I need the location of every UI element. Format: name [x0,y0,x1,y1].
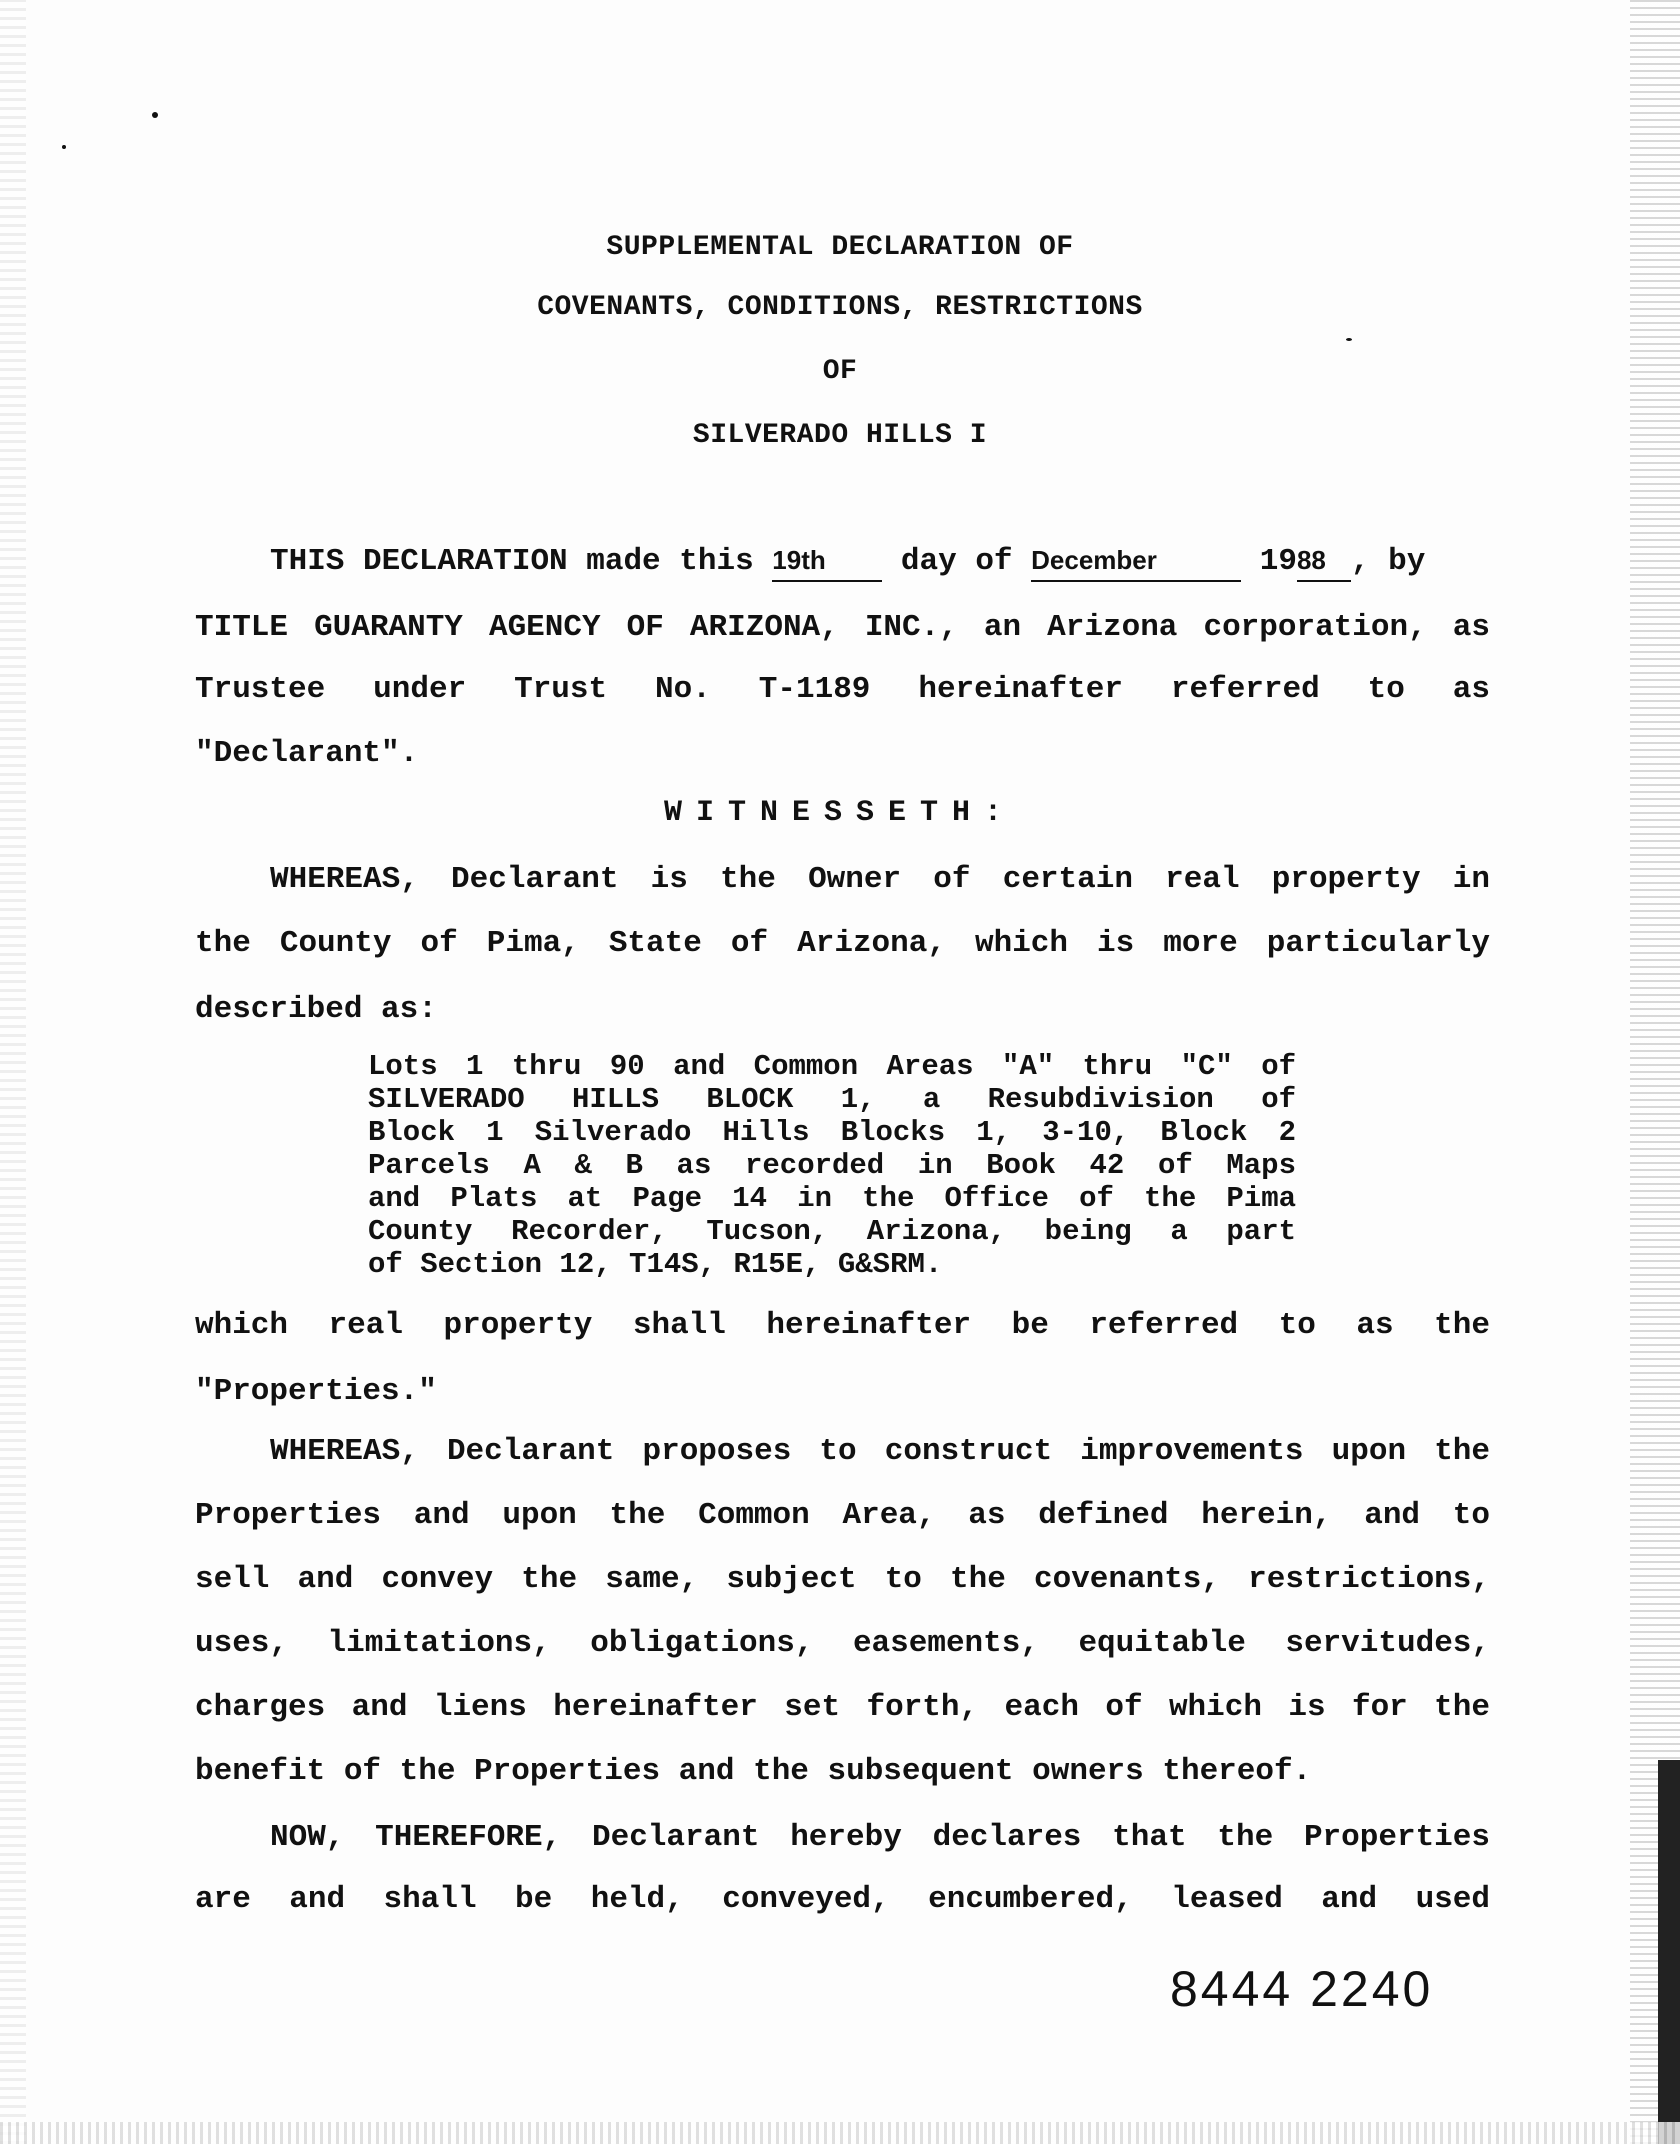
title-line-1: SUPPLEMENTAL DECLARATION OF [606,232,1074,263]
legal-description-line: County Recorder, Tucson, Arizona, being a part [368,1215,1296,1248]
whereas1-line-1: WHEREAS, Declarant is the Owner of certain real property in [270,862,1490,897]
legal-description-line: SILVERADO HILLS BLOCK 1, a Resubdivision of [368,1083,1296,1116]
legal-description [368,1050,1296,1281]
witnesseth-heading: WITNESSETH: [663,796,1017,830]
legal-description-line: and Plats at Page 14 in the Office of the Pima [368,1182,1296,1215]
title-line-3: OF [822,356,858,387]
now-therefore-line: are and shall be held, conveyed, encumbered, leased and used [195,1882,1490,1917]
legal-description-line: Block 1 Silverado Hills Blocks 1, 3-10, Block 2 [368,1116,1296,1149]
legal-description-line: Parcels A & B as recorded in Book 42 of Maps [368,1149,1296,1182]
whereas2-line: benefit of the Properties and the subsequent owners thereof. [195,1754,1312,1789]
intro-year-field: 88 [1297,540,1351,582]
legal-description-line: Lots 1 thru 90 and Common Areas "A" thru "C" of [368,1050,1296,1083]
whereas2-line: sell and convey the same, subject to the covenants, restrictions, [195,1562,1490,1597]
title-line-4: SILVERADO HILLS I [692,420,988,451]
now-therefore-line: NOW, THEREFORE, Declarant hereby declares that the Properties [270,1820,1490,1855]
whereas1-line-2: the County of Pima, State of Arizona, which is more particularly [195,926,1490,961]
intro-day-of: day of [900,544,1013,579]
whereas2-line: charges and liens hereinafter set forth, each of which is for the [195,1690,1490,1725]
whereas2-line: WHEREAS, Declarant proposes to construct improvements upon the [270,1434,1490,1469]
properties-clause-line-1: which real property shall hereinafter be referred to as the [195,1308,1490,1343]
intro-year-prefix: 19 [1259,544,1297,579]
intro-month-field: December [1031,540,1241,582]
scan-edge-bottom [0,2122,1680,2144]
scan-edge-right-shadow [1658,1760,1680,2144]
whereas1-line-3: described as: [195,992,437,1027]
intro-lead: THIS DECLARATION made this [270,544,754,579]
scan-speck [1346,338,1352,341]
intro-line-1 [270,540,1490,582]
legal-description-line: of Section 12, T14S, R15E, G&SRM. [368,1248,943,1281]
intro-day-field: 19th [772,540,882,582]
properties-clause-line-2: "Properties." [195,1374,437,1409]
intro-line-3: Trustee under Trust No. T-1189 hereinafter referred to as [195,672,1490,707]
scan-speck [62,145,66,149]
intro-by: , by [1350,544,1426,579]
whereas2-line: Properties and upon the Common Area, as defined herein, and to [195,1498,1490,1533]
document-number: 8444 2240 [1170,1961,1434,2017]
scan-speck [152,112,158,118]
title-line-2: COVENANTS, CONDITIONS, RESTRICTIONS [537,292,1143,323]
intro-line-2: TITLE GUARANTY AGENCY OF ARIZONA, INC., an Arizona corporation, as [195,610,1490,645]
whereas2-line: uses, limitations, obligations, easements, equitable servitudes, [195,1626,1490,1661]
intro-line-4: "Declarant". [195,736,419,771]
